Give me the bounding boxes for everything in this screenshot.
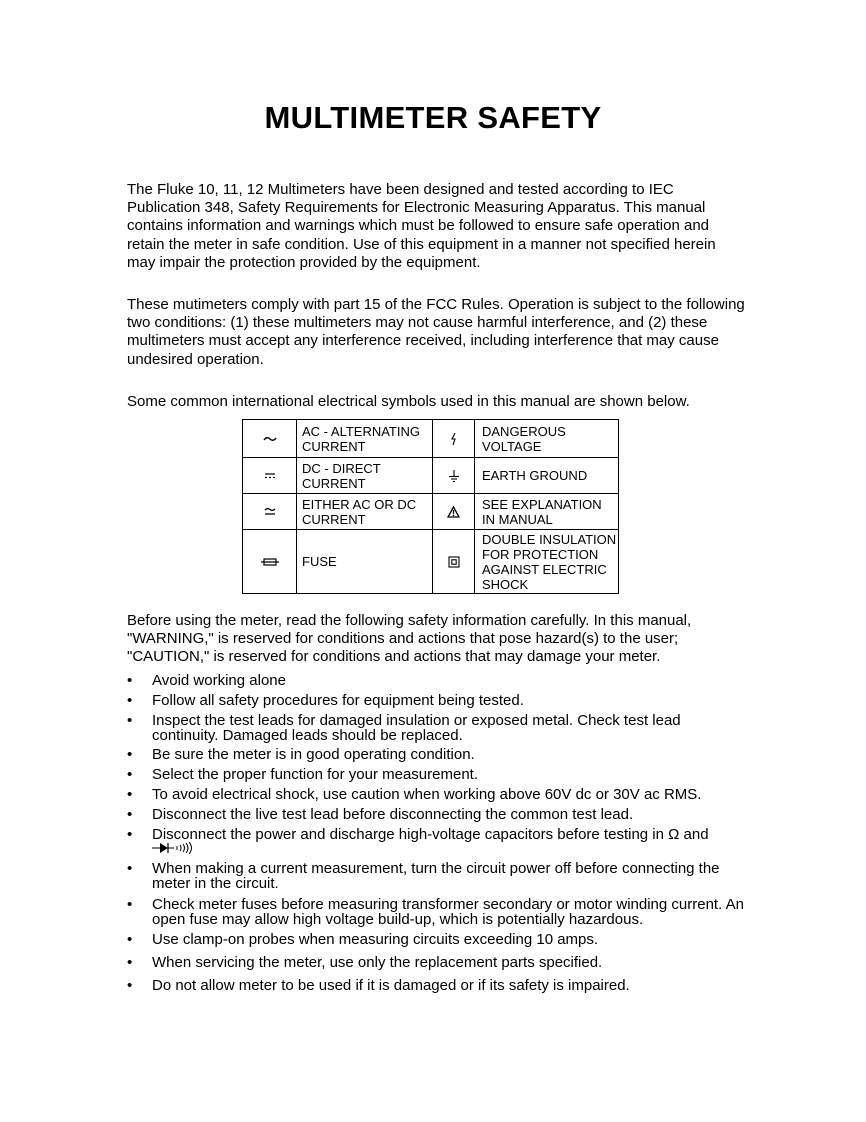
intro-paragraph: The Fluke 10, 11, 12 Multimeters have been designed and tested according to IEC Publication 348, Safety Requirements for Electronic Measuring Apparatus. This manual contains information and warnings which must be followed to ensure safe operation and retain the meter in safe condition. Use of this equipment in a manner not specified herein may impair the protection provided by the equipment. — [127, 181, 716, 271]
safety-list — [127, 673, 747, 993]
list-item: • Be sure the meter is in good operating condition. — [127, 747, 747, 762]
symbol-label: SEE EXPLANATION IN MANUAL — [475, 494, 619, 530]
symbols-row — [243, 530, 619, 594]
list-item: • When making a current measurement, turn the circuit power off before connecting the meter in the circuit. — [127, 861, 747, 891]
before-using-paragraph: Before using the meter, read the following safety information carefully. In this manual, "WARNING," is reserved for conditions and actions that pose hazard(s) to the user; "CAUTION," is reserved for conditions and actions that may damage your meter. — [127, 612, 692, 666]
dangerous-voltage-icon — [433, 420, 475, 458]
dc-symbol-icon — [243, 458, 297, 494]
fuse-icon — [243, 530, 297, 594]
symbols-row — [243, 458, 619, 494]
list-item: • To avoid electrical shock, use caution when working above 60V dc or 30V ac RMS. — [127, 787, 747, 802]
list-item: • Disconnect the live test lead before disconnecting the common test lead. — [127, 807, 747, 822]
list-item: • Use clamp-on probes when measuring circuits exceeding 10 amps. — [127, 932, 747, 947]
earth-ground-icon — [433, 458, 475, 494]
ac-or-dc-icon — [243, 494, 297, 530]
warning-triangle-icon — [433, 494, 475, 530]
symbol-label: DOUBLE INSULATION FOR PROTECTION AGAINST ELECTRIC SHOCK — [475, 530, 619, 594]
list-item — [127, 827, 747, 856]
symbol-label: FUSE — [297, 530, 433, 594]
symbol-label: EITHER AC OR DC CURRENT — [297, 494, 433, 530]
diode-continuity-icon — [152, 842, 747, 856]
symbol-label: DANGEROUS VOLTAGE — [475, 420, 619, 458]
ac-symbol-icon — [243, 420, 297, 458]
list-item: • Inspect the test leads for damaged insulation or exposed metal. Check test lead continuity. Damaged leads should be replaced. — [127, 713, 747, 743]
symbol-label: DC - DIRECT CURRENT — [297, 458, 433, 494]
fcc-paragraph: These mutimeters comply with part 15 of the FCC Rules. Operation is subject to the following two conditions: (1) these multimeters may not cause harmful interference, and (2) these multimeters must accept any interference received, including interference that may cause undesired operation. — [127, 296, 745, 368]
list-item: • When servicing the meter, use only the replacement parts specified. — [127, 955, 747, 970]
symbols-intro-paragraph: Some common international electrical symbols used in this manual are shown below. — [127, 393, 690, 410]
list-item: • Do not allow meter to be used if it is damaged or if its safety is impaired. — [127, 978, 747, 993]
symbol-label: EARTH GROUND — [475, 458, 619, 494]
double-insulation-icon — [433, 530, 475, 594]
symbols-row — [243, 420, 619, 458]
list-item-text: Disconnect the power and discharge high-voltage capacitors before testing in Ω and — [152, 826, 709, 843]
symbols-table — [242, 419, 619, 594]
symbols-row — [243, 494, 619, 530]
page-title: MULTIMETER SAFETY — [264, 100, 602, 135]
list-item: • Avoid working alone — [127, 673, 747, 688]
symbol-label: AC - ALTERNATING CURRENT — [297, 420, 433, 458]
list-item: • Check meter fuses before measuring transformer secondary or motor winding current. An open fuse may allow high voltage build-up, which is potentially hazardous. — [127, 897, 747, 927]
list-item: • Follow all safety procedures for equipment being tested. — [127, 693, 747, 708]
list-item: • Select the proper function for your measurement. — [127, 767, 747, 782]
